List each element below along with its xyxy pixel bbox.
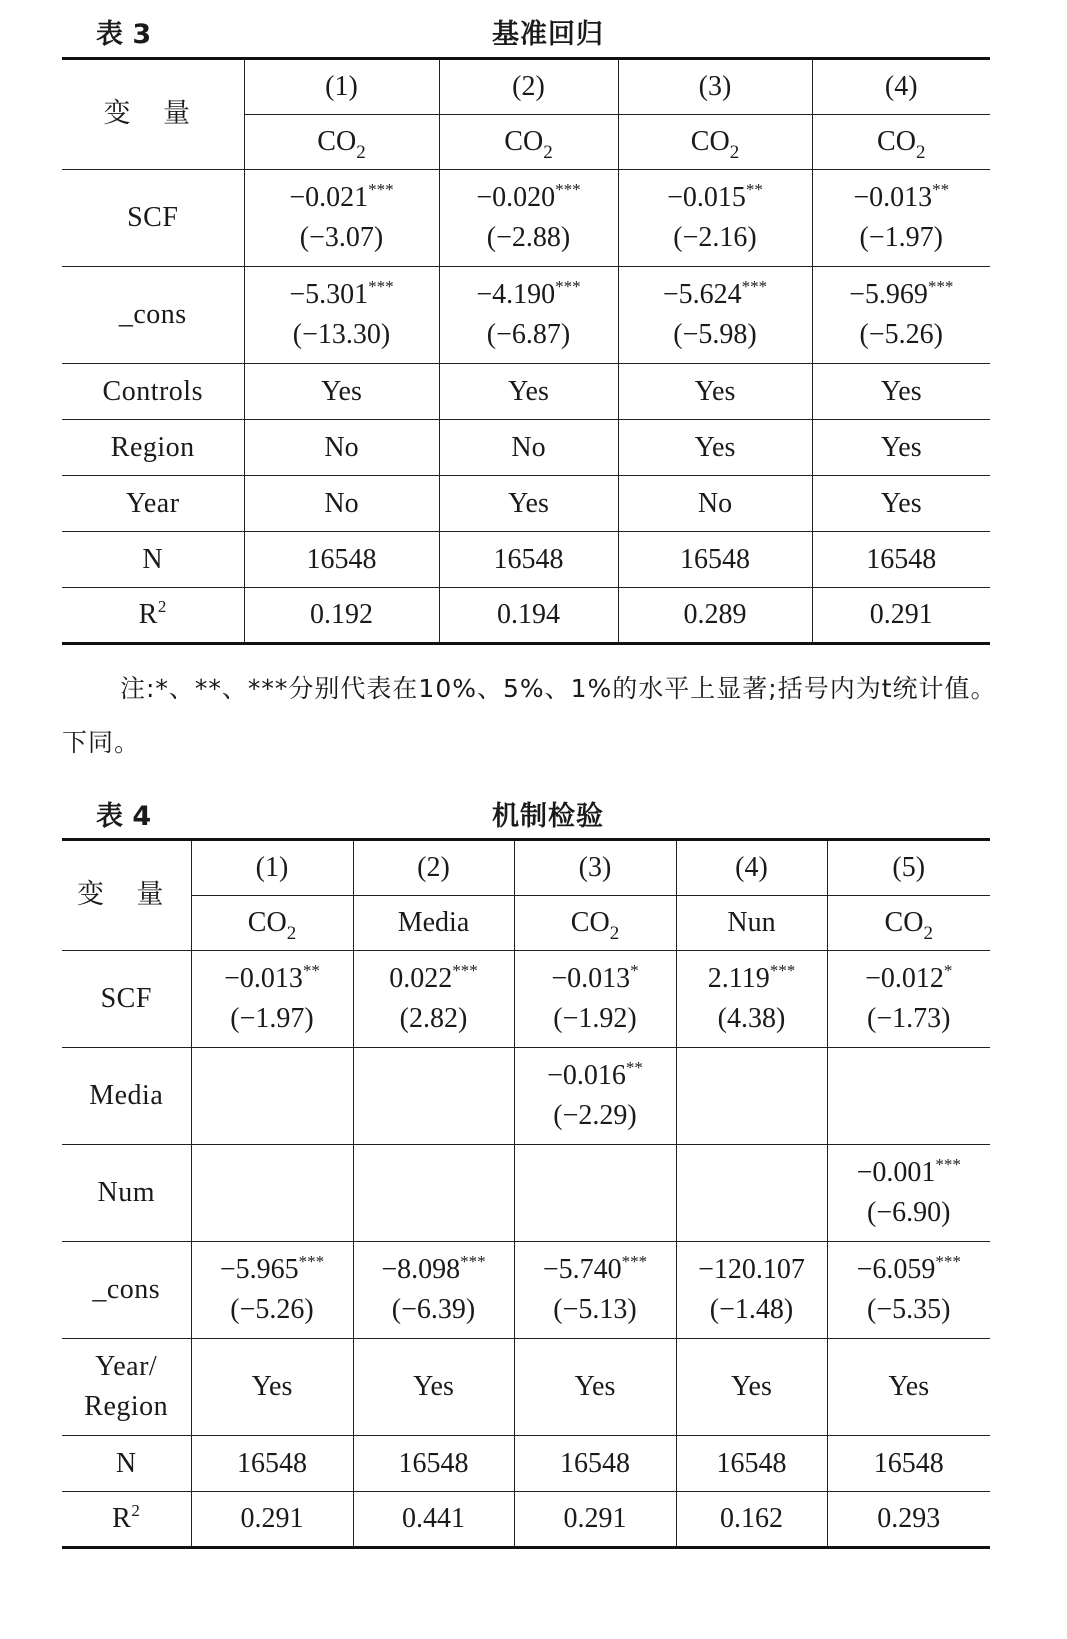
dep-var: $CO_2$ — [244, 115, 439, 170]
row-label: SCF — [62, 170, 244, 267]
coef-row-cons — [62, 267, 990, 364]
cell: 0.291 — [514, 1492, 676, 1548]
col-number: (1) — [191, 840, 353, 896]
cell: No — [439, 420, 618, 476]
coef-cell: −6.059*** (−5.35) — [827, 1242, 990, 1339]
col-number: (3) — [618, 59, 812, 115]
row-label: Year/ Region — [62, 1339, 191, 1436]
cell: 0.441 — [353, 1492, 514, 1548]
cell: 0.194 — [439, 588, 618, 644]
empty-cell — [353, 1048, 514, 1145]
cell: 16548 — [191, 1436, 353, 1492]
row-label: N — [62, 532, 244, 588]
dep-var: Media — [353, 896, 514, 951]
coef-cell: −5.965*** (−5.26) — [191, 1242, 353, 1339]
stub-header: 变 量 — [62, 840, 191, 951]
cell: Yes — [514, 1339, 676, 1436]
coef-cell: −8.098*** (−6.39) — [353, 1242, 514, 1339]
cell: Yes — [812, 420, 990, 476]
table-header-row — [62, 840, 990, 896]
stub-header: 变 量 — [62, 59, 244, 170]
cell: Yes — [812, 476, 990, 532]
table3-caption — [62, 8, 1034, 52]
cell: No — [618, 476, 812, 532]
row-r2 — [62, 588, 990, 644]
cell: 16548 — [812, 532, 990, 588]
empty-cell — [676, 1145, 827, 1242]
coef-row-num — [62, 1145, 990, 1242]
cell: Yes — [439, 364, 618, 420]
cell: Yes — [676, 1339, 827, 1436]
coef-cell: −120.107 (−1.48) — [676, 1242, 827, 1339]
coef-cell: −0.016** (−2.29) — [514, 1048, 676, 1145]
table3-title: 基准回归 — [492, 19, 604, 50]
coef-row-scf — [62, 951, 990, 1048]
coef-cell: −4.190*** (−6.87) — [439, 267, 618, 364]
cell: 16548 — [353, 1436, 514, 1492]
empty-cell — [676, 1048, 827, 1145]
cell: 0.192 — [244, 588, 439, 644]
empty-cell — [514, 1145, 676, 1242]
row-label: Year — [62, 476, 244, 532]
dep-var: Nun — [676, 896, 827, 951]
row-label: SCF — [62, 951, 191, 1048]
table4-caption — [62, 790, 1034, 834]
cell: 16548 — [827, 1436, 990, 1492]
cell: 16548 — [244, 532, 439, 588]
cell: 16548 — [439, 532, 618, 588]
row-controls — [62, 364, 990, 420]
cell: 0.293 — [827, 1492, 990, 1548]
row-n — [62, 532, 990, 588]
dep-var: $CO_2$ — [827, 896, 990, 951]
coef-row-media — [62, 1048, 990, 1145]
coef-row-scf — [62, 170, 990, 267]
row-year — [62, 476, 990, 532]
coef-cell: −5.969*** (−5.26) — [812, 267, 990, 364]
coef-cell: −0.013** (−1.97) — [812, 170, 990, 267]
table-header-row — [62, 59, 990, 115]
col-number: (4) — [812, 59, 990, 115]
empty-cell — [353, 1145, 514, 1242]
cell: No — [244, 476, 439, 532]
row-label: Controls — [62, 364, 244, 420]
row-r2 — [62, 1492, 990, 1548]
dep-var: $CO_2$ — [514, 896, 676, 951]
table3-label: 表 3 — [96, 19, 152, 50]
col-number: (2) — [353, 840, 514, 896]
coef-row-cons — [62, 1242, 990, 1339]
cell: Yes — [812, 364, 990, 420]
row-label: _cons — [62, 1242, 191, 1339]
col-number: (5) — [827, 840, 990, 896]
col-number: (3) — [514, 840, 676, 896]
coef-cell: −5.301*** (−13.30) — [244, 267, 439, 364]
cell: 0.291 — [812, 588, 990, 644]
table4-title: 机制检验 — [492, 801, 604, 832]
cell: Yes — [439, 476, 618, 532]
row-region — [62, 420, 990, 476]
cell: Yes — [618, 364, 812, 420]
row-year-region — [62, 1339, 990, 1436]
dep-var: $CO_2$ — [439, 115, 618, 170]
row-label: $R^2$ — [62, 1492, 191, 1548]
row-n — [62, 1436, 990, 1492]
cell: Yes — [191, 1339, 353, 1436]
table4 — [62, 838, 990, 1549]
cell: 0.162 — [676, 1492, 827, 1548]
dep-var: $CO_2$ — [618, 115, 812, 170]
empty-cell — [827, 1048, 990, 1145]
cell: 16548 — [618, 532, 812, 588]
table-note: 注:*、**、***分别代表在10%、5%、1%的水平上显著;括号内为t统计值。下同。 — [62, 674, 997, 757]
coef-cell: −5.740*** (−5.13) — [514, 1242, 676, 1339]
row-label: _cons — [62, 267, 244, 364]
coef-cell: −0.020*** (−2.88) — [439, 170, 618, 267]
dep-var-row — [62, 896, 990, 951]
row-label: $R^2$ — [62, 588, 244, 644]
coef-cell: −0.001*** (−6.90) — [827, 1145, 990, 1242]
row-label: Media — [62, 1048, 191, 1145]
cell: 0.291 — [191, 1492, 353, 1548]
coef-cell: −0.021*** (−3.07) — [244, 170, 439, 267]
cell: 0.289 — [618, 588, 812, 644]
empty-cell — [191, 1145, 353, 1242]
cell: 16548 — [514, 1436, 676, 1492]
dep-var: $CO_2$ — [191, 896, 353, 951]
col-number: (2) — [439, 59, 618, 115]
row-label: N — [62, 1436, 191, 1492]
coef-cell: −0.013** (−1.97) — [191, 951, 353, 1048]
cell: Yes — [244, 364, 439, 420]
coef-cell: −0.012* (−1.73) — [827, 951, 990, 1048]
coef-cell: 2.119*** (4.38) — [676, 951, 827, 1048]
cell: 16548 — [676, 1436, 827, 1492]
cell: Yes — [353, 1339, 514, 1436]
cell: Yes — [827, 1339, 990, 1436]
coef-cell: −0.015** (−2.16) — [618, 170, 812, 267]
row-label: Num — [62, 1145, 191, 1242]
empty-cell — [191, 1048, 353, 1145]
coef-cell: −0.013* (−1.92) — [514, 951, 676, 1048]
dep-var: $CO_2$ — [812, 115, 990, 170]
col-number: (4) — [676, 840, 827, 896]
table3 — [62, 57, 990, 645]
coef-cell: −5.624*** (−5.98) — [618, 267, 812, 364]
col-number: (1) — [244, 59, 439, 115]
cell: No — [244, 420, 439, 476]
cell: Yes — [618, 420, 812, 476]
row-label: Region — [62, 420, 244, 476]
coef-cell: 0.022*** (2.82) — [353, 951, 514, 1048]
table4-label: 表 4 — [96, 801, 152, 832]
